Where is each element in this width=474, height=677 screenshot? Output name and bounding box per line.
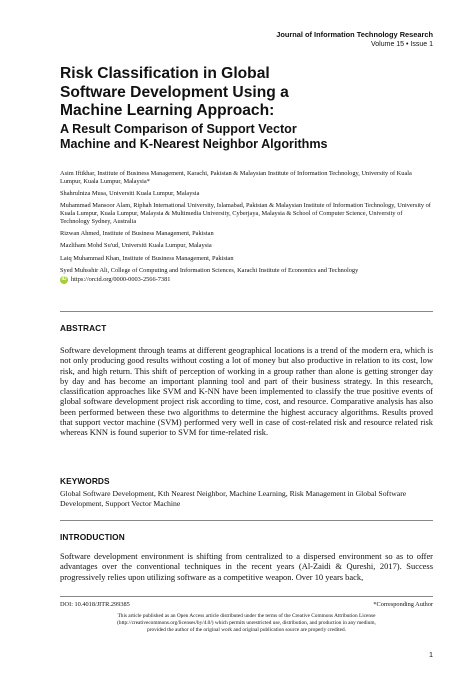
author-entry: Mazliham Mohd Su'ud, Universiti Kuala Lumpur, Malaysia	[60, 242, 212, 250]
journal-name: Journal of Information Technology Research	[276, 30, 433, 39]
divider	[60, 520, 433, 521]
introduction-heading: INTRODUCTION	[60, 532, 125, 542]
title-line: Risk Classification in Global	[60, 65, 270, 82]
orcid-row	[60, 276, 432, 284]
corresponding-author-note: *Corresponding Author	[373, 601, 433, 608]
author-entry: Shahrulniza Musa, Universiti Kuala Lumpur, Malaysia	[60, 190, 200, 197]
author-entry: Muhammad Mansoor Alam, Riphah International University, Islamabad, Pakistan & Malaysian Institute of Information Technology, University of Kuala Lumpur, Kuala Lumpur, Malaysia & Multimedia University, Cyberjaya, Malaysia & School of Computer Science, University of Technology Sydney, Australia	[60, 202, 431, 225]
subtitle-line: A Result Comparison of Support Vector	[60, 121, 297, 136]
license-line: (http://creativecommons.org/licenses/by/4.0/) which permits unrestricted use, distribution, and production in any medium,	[117, 620, 376, 626]
author-list	[60, 170, 432, 284]
license-line: provided the author of the original work and original publication source are properly credited.	[147, 627, 346, 633]
author-entry: Rizwan Ahmed, Institute of Business Management, Pakistan	[60, 230, 214, 237]
author-entry: Laiq Muhammad Khan, Institute of Business Management, Pakistan	[60, 254, 234, 262]
journal-volume-issue: Volume 15 • Issue 1	[371, 41, 433, 48]
orcid-icon: iD	[61, 276, 67, 283]
title-line: Machine Learning Approach:	[60, 102, 275, 119]
title-line: Software Development Using a	[60, 83, 289, 101]
divider	[60, 311, 433, 312]
paper-title	[60, 65, 430, 153]
page-number: 1	[429, 650, 433, 659]
orcid-link[interactable]: https://orcid.org/0000-0003-2566-7381	[71, 276, 171, 284]
keywords-text: Global Software Development, Kth Nearest Neighbor, Machine Learning, Risk Management in Global Software Development, Support Vector Machine	[60, 489, 407, 508]
abstract-heading: ABSTRACT	[60, 323, 107, 333]
subtitle-line: Machine and K-Nearest Neighbor Algorithms	[60, 137, 328, 151]
author-entry: Asim Iftikhar, Institute of Business Management, Karachi, Pakistan & Malaysian Institute of Information Technology, University of Kuala Lumpur, Kuala Lumpur, Malaysia*	[60, 170, 412, 185]
introduction-text: Software development environment is shifting from centralized to a dispersed environment so as to offer advantages over the conventional techniques in the recent years (Al-Zaidi & Qureshi, 2017). Success progressively relies upon utilizing software as a competitive weapon. Over 10 years back,	[60, 551, 433, 582]
journal-header	[276, 30, 433, 50]
abstract-text: Software development through teams at different geographical locations is a trend of the modern era, which is not only producing good results without costing a lot of money but also productive in relation to its cost, low risk, and high return. This shift of perception of working in a group rather than alone is getting stronger day by day and has become an important planning tool and part of their business strategy. In this research, classification approaches like SVM and K-NN have been implemented to classify the true positive events of global software development project risk according to time, cost, and resource. Comparative analysis has also been performed between these two algorithms to determine the highest accuracy algorithms. Results proved that support vector machine (SVM) performed very well in case of cost-related risk and resource related risk whereas KNN is found superior to SVM for time-related risk.	[60, 345, 433, 438]
license-line: This article published as an Open Access article distributed under the terms of the Creative Commons Attribution License	[117, 613, 376, 619]
license-notice	[60, 613, 433, 634]
keywords-heading: KEYWORDS	[60, 476, 110, 486]
footer-divider	[60, 596, 433, 597]
author-entry: Syed Muhsshir Ali, College of Computing and Information Sciences, Karachi Institute of Economics and Technology	[60, 266, 359, 274]
doi: DOI: 10.4018/JITR.299385	[60, 601, 130, 608]
